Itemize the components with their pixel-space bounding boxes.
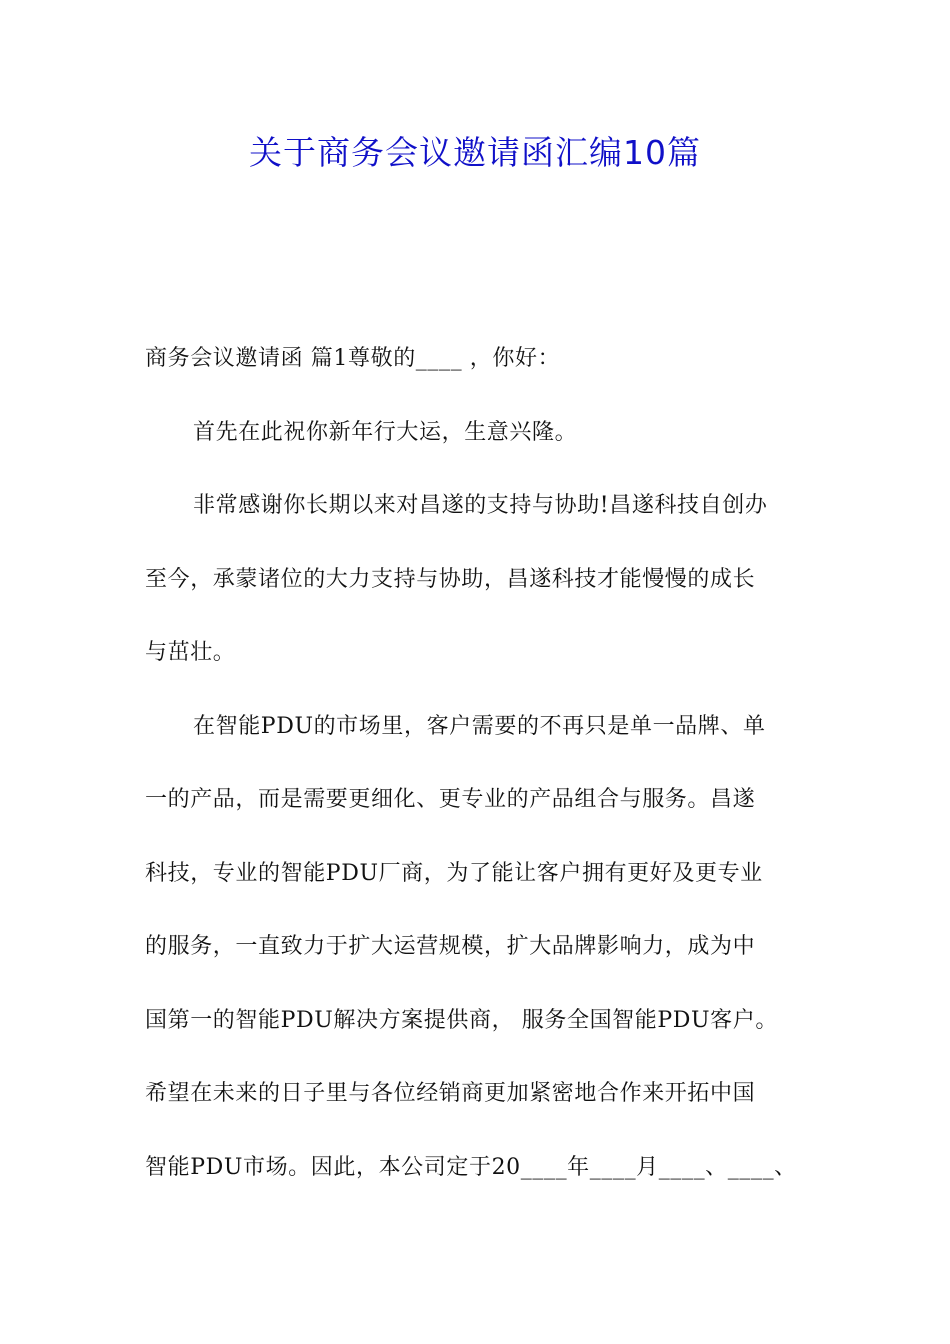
paragraph-line: 科技，专业的智能PDU厂商，为了能让客户拥有更好及更专业 — [145, 860, 763, 886]
paragraph-line: 希望在未来的日子里与各位经销商更加紧密地合作来开拓中国 — [145, 1081, 756, 1106]
paragraph-line: 一的产品，而是需要更细化、更专业的产品组合与服务。昌遂 — [145, 787, 756, 812]
paragraph-line: 智能PDU市场。因此，本公司定于20____年____月____、____、 — [145, 1154, 797, 1180]
paragraph-line-greeting: 首先在此祝你新年行大运，生意兴隆。 — [193, 419, 578, 445]
paragraph-line: 至今，承蒙诸位的大力支持与协助，昌遂科技才能慢慢的成长 — [145, 566, 756, 592]
document-title: 关于商务会议邀请函汇编10篇 — [249, 133, 701, 172]
paragraph-line: 国第一的智能PDU解决方案提供商， 服务全国智能PDU客户。 — [145, 1007, 778, 1033]
paragraph-line: 在智能PDU的市场里，客户需要的不再只是单一品牌、单 — [193, 713, 766, 739]
paragraph-line: 的服务，一直致力于扩大运营规模，扩大品牌影响力，成为中 — [145, 934, 756, 959]
document-body — [145, 336, 815, 1218]
paragraph-line: 与茁壮。 — [145, 640, 236, 665]
paragraph-line: 非常感谢你长期以来对昌遂的支持与协助!昌遂科技自创办 — [193, 493, 768, 518]
paragraph-line-salutation: 商务会议邀请函 篇1尊敬的____ ，你好： — [145, 346, 561, 371]
